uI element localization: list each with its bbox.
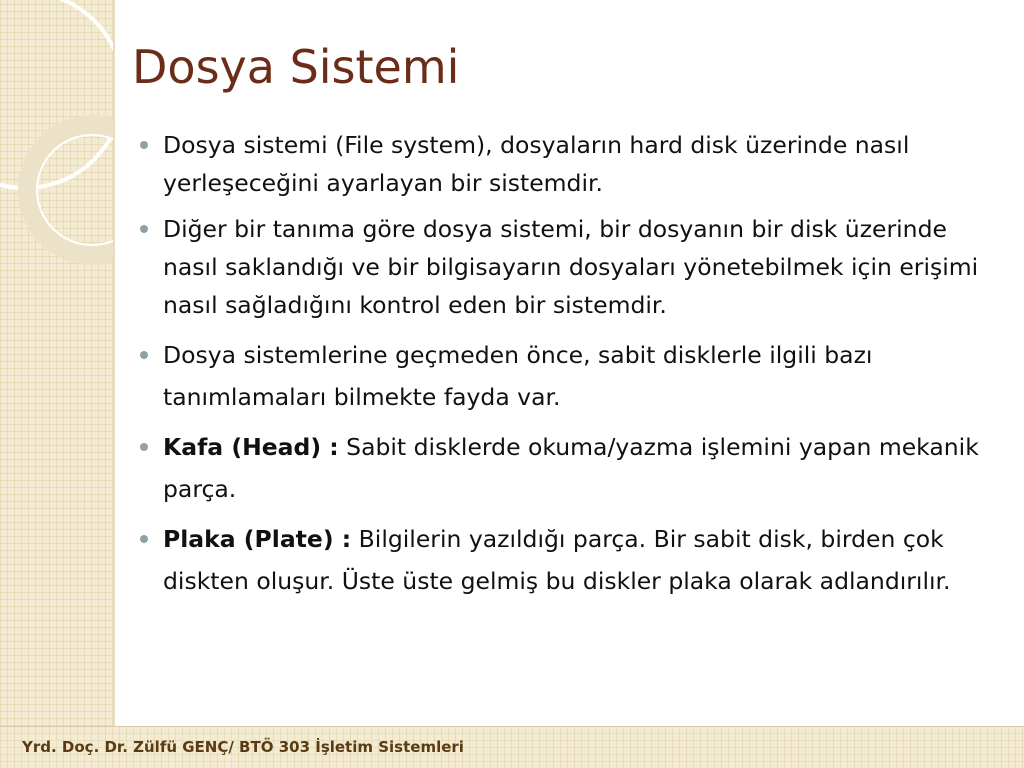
bullet-icon [140,535,148,543]
bullet-text: Dosya sistemlerine geçmeden önce, sabit disklerle ilgili bazı tanımlamaları bilmekte fayda var. [163,341,873,411]
bullet-term: Plaka (Plate) : [163,525,352,553]
bullet-icon [140,225,148,233]
bullet-icon [140,443,148,451]
footer-text: Yrd. Doç. Dr. Zülfü GENÇ/ BTÖ 303 İşletim Sistemleri [22,738,464,756]
bullet-list [140,126,980,602]
footer-bar [0,726,1024,768]
bullet-text: Sabit disklerde okuma/yazma işlemini yapan mekanik parça. [163,433,979,503]
bullet-text: Diğer bir tanıma göre dosya sistemi, bir dosyanın bir disk üzerinde nasıl saklandığı ve bir bilgisayarın dosyaları yönetebilmek için erişimi nasıl sağladığını kontrol eden bir sistemdir. [163,215,979,319]
decorative-left-band [0,0,113,726]
bullet-text: Dosya sistemi (File system), dosyaların hard disk üzerinde nasıl yerleşeceğini ayarlayan bir sistemdir. [163,131,910,197]
bullet-item [140,334,980,418]
bullet-item [140,210,980,324]
bullet-icon [140,141,148,149]
bullet-icon [140,351,148,359]
band-divider [113,0,115,726]
bullet-term: Kafa (Head) : [163,433,339,461]
bullet-item [140,126,980,202]
bullet-text: Bilgilerin yazıldığı parça. Bir sabit disk, birden çok diskten oluşur. Üste üste gelmiş bu diskler plaka olarak adlandırılır. [163,525,951,595]
bullet-item [140,518,980,602]
slide-title: Dosya Sistemi [132,40,460,94]
bullet-item [140,426,980,510]
